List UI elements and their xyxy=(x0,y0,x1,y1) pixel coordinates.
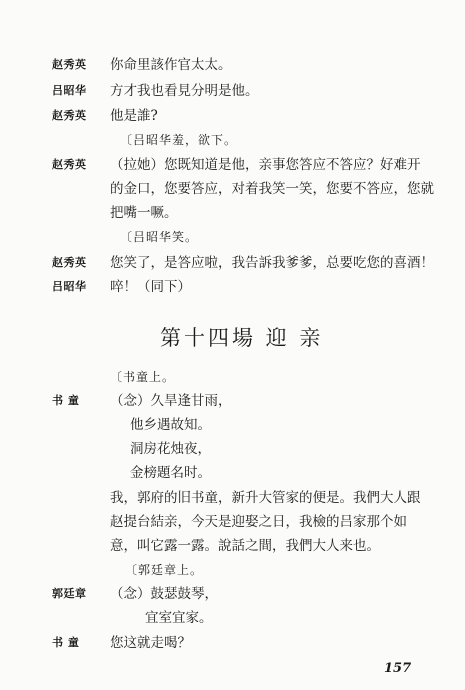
speaker-label: 书 童 xyxy=(52,636,80,649)
verse-line: 他乡遇故知。 xyxy=(130,417,211,433)
dialogue-line: 你命里該作官太太。 xyxy=(110,57,232,73)
dialogue-line: （念）久旱逢甘雨， xyxy=(110,393,232,409)
dialogue-line: 他是誰? xyxy=(110,108,158,124)
stage-direction: 〔书童上。 xyxy=(110,370,176,384)
dialogue-line: 啐！（同下） xyxy=(110,279,191,295)
dialogue-line: 把嘴一噘。 xyxy=(110,205,178,221)
verse-line: 洞房花烛夜， xyxy=(130,441,211,457)
speaker-label: 赵秀英 xyxy=(52,256,87,269)
dialogue-line: 您这就走喝？ xyxy=(110,635,191,651)
speaker-label: 郭廷章 xyxy=(52,587,87,600)
speaker-label: 吕昭华 xyxy=(52,84,87,97)
verse-line: 宜室宜家。 xyxy=(145,610,213,626)
dialogue-line: （念）鼓瑟鼓琴， xyxy=(110,586,218,602)
stage-direction: 〔吕昭华笑。 xyxy=(120,230,199,244)
stage-direction: 〔吕昭华羞，欲下。 xyxy=(120,133,238,147)
speaker-label: 吕昭华 xyxy=(52,280,87,293)
dialogue-line: 意，叫它露一露。說話之間，我們大人来也。 xyxy=(110,538,380,554)
speaker-label: 赵秀英 xyxy=(52,58,87,71)
speaker-label: 赵秀英 xyxy=(52,158,87,171)
dialogue-line: 赵提台結亲，今天是迎娶之日，我檢的吕家那个如 xyxy=(110,514,407,530)
dialogue-line: 方才我也看見分明是他。 xyxy=(110,83,259,99)
scene-title: 第十四場 迎 亲 xyxy=(160,326,324,350)
stage-direction: 〔郭廷章上。 xyxy=(125,563,204,577)
dialogue-line: 您笑了，是答应啦，我告訴我爹爹，总要吃您的喜酒！ xyxy=(110,255,434,271)
dialogue-line: 我，郭府的旧书童，新升大管家的便是。我們大人跟 xyxy=(110,490,421,506)
speaker-label: 书 童 xyxy=(52,394,80,407)
dialogue-line: （拉她）您既知道是他，亲事您答应不答应？好难开 xyxy=(110,157,421,173)
verse-line: 金榜題名时。 xyxy=(130,465,211,481)
speaker-label: 赵秀英 xyxy=(52,109,87,122)
page-number: 157 xyxy=(384,661,412,676)
dialogue-line: 的金口，您要答应，对着我笑一笑，您要不答应，您就 xyxy=(110,181,434,197)
